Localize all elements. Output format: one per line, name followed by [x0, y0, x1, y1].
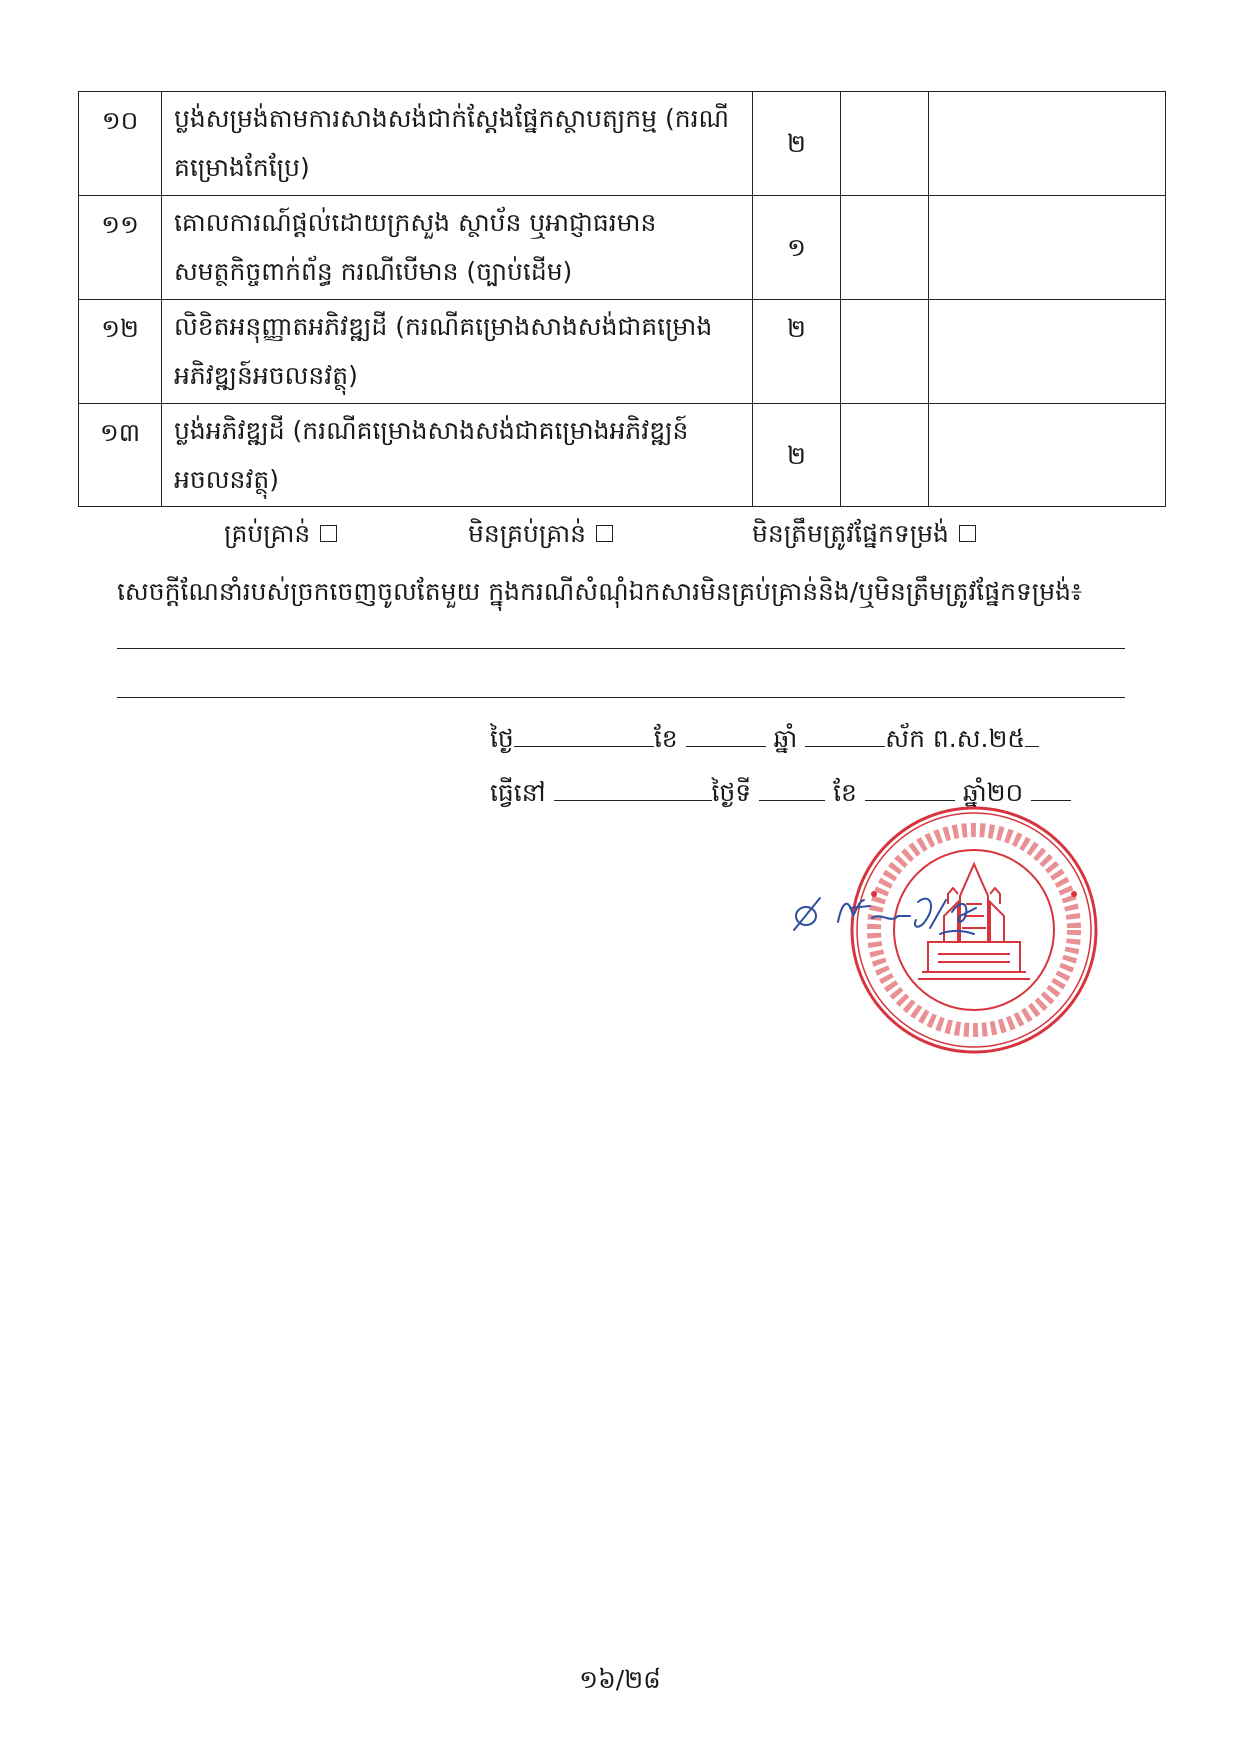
check-complete: [224, 514, 337, 554]
row-description: លិខិតអនុញ្ញាតអភិវឌ្ឍដី (ករណីគម្រោងសាងសង់ជាគម្រោងអភិវឌ្ឍន៍អចលនវត្ថុ): [162, 300, 753, 404]
check-incomplete-label: មិនគ្រប់គ្រាន់: [468, 519, 587, 548]
complete-checkbox[interactable]: [320, 525, 337, 542]
table-row: [79, 92, 1166, 196]
signature-icon: [790, 872, 1000, 952]
month-label: ខែ: [833, 778, 857, 807]
row-description: ប្លង់សម្រង់តាមការសាងសង់ជាក់ស្តែងផ្នែកស្ថាបត្យកម្ម (ករណីគម្រោងកែប្រែ): [162, 92, 753, 196]
row-number: ១១: [79, 196, 162, 300]
page-number: ១៦/២៨: [579, 1665, 661, 1694]
lunar-year-label: ឆ្នាំ: [773, 724, 798, 753]
row-description: ប្លង់អភិវឌ្ឍដី (ករណីគម្រោងសាងសង់ជាគម្រោងអភិវឌ្ឍន៍អចលនវត្ថុ): [162, 404, 753, 507]
row-score: ២: [753, 300, 841, 404]
note-cell[interactable]: [929, 300, 1166, 404]
day-blank[interactable]: [759, 772, 825, 801]
lunar-month-blank[interactable]: [686, 718, 766, 747]
year-label: ឆ្នាំ២០: [962, 778, 1024, 807]
check-cell[interactable]: [841, 300, 929, 404]
month-blank[interactable]: [865, 772, 955, 801]
note-cell[interactable]: [929, 196, 1166, 300]
row-score: ២: [753, 404, 841, 507]
check-cell[interactable]: [841, 404, 929, 507]
row-description: គោលការណ៍ផ្តល់ដោយក្រសួង ស្ថាប័ន ឬអាជ្ញាធរមានសមត្ថកិច្ចពាក់ព័ន្ធ ករណីបើមាន (ច្បាប់ដើម): [162, 196, 753, 300]
lunar-month-label: ខែ: [653, 724, 678, 753]
row-score: ១: [753, 196, 841, 300]
lunar-date-line: [490, 718, 1039, 759]
lunar-year-blank[interactable]: [805, 718, 885, 747]
check-incorrect-form: [752, 514, 976, 554]
lunar-era-label: ស័ក ព.ស.២៥: [885, 724, 1026, 753]
place-blank[interactable]: [554, 772, 712, 801]
instruction-text: សេចក្តីណែនាំរបស់ច្រកចេញចូលតែមួយ ក្នុងករណីសំណុំឯកសារមិនគ្រប់គ្រាន់និង/ឬមិនត្រឹមត្រូវផ្នែកទម្រង់៖: [117, 577, 1082, 606]
row-number: ១៣: [79, 404, 162, 507]
lunar-era-blank[interactable]: [1025, 718, 1039, 747]
note-cell[interactable]: [929, 404, 1166, 507]
checklist-table: [78, 91, 1166, 507]
row-score: ២: [753, 92, 841, 196]
day-label: ថ្ងៃទី: [711, 778, 752, 807]
note-line-2[interactable]: [117, 697, 1125, 698]
lunar-day-label: ថ្ងៃ: [490, 724, 514, 753]
check-cell[interactable]: [841, 196, 929, 300]
table-row: [79, 196, 1166, 300]
table-row: [79, 404, 1166, 507]
row-number: ១០: [79, 92, 162, 196]
row-number: ១២: [79, 300, 162, 404]
year-blank[interactable]: [1031, 772, 1071, 801]
check-cell[interactable]: [841, 92, 929, 196]
incomplete-checkbox[interactable]: [596, 525, 613, 542]
made-at-label: ធ្វើនៅ: [490, 778, 546, 807]
incorrect-form-checkbox[interactable]: [959, 525, 976, 542]
table-row: [79, 300, 1166, 404]
check-incorrect-form-label: មិនត្រឹមត្រូវផ្នែកទម្រង់: [752, 519, 949, 548]
note-cell[interactable]: [929, 92, 1166, 196]
note-line-1[interactable]: [117, 648, 1125, 649]
check-complete-label: គ្រប់គ្រាន់: [224, 519, 311, 548]
check-incomplete: [468, 514, 613, 554]
lunar-day-blank[interactable]: [514, 718, 654, 747]
